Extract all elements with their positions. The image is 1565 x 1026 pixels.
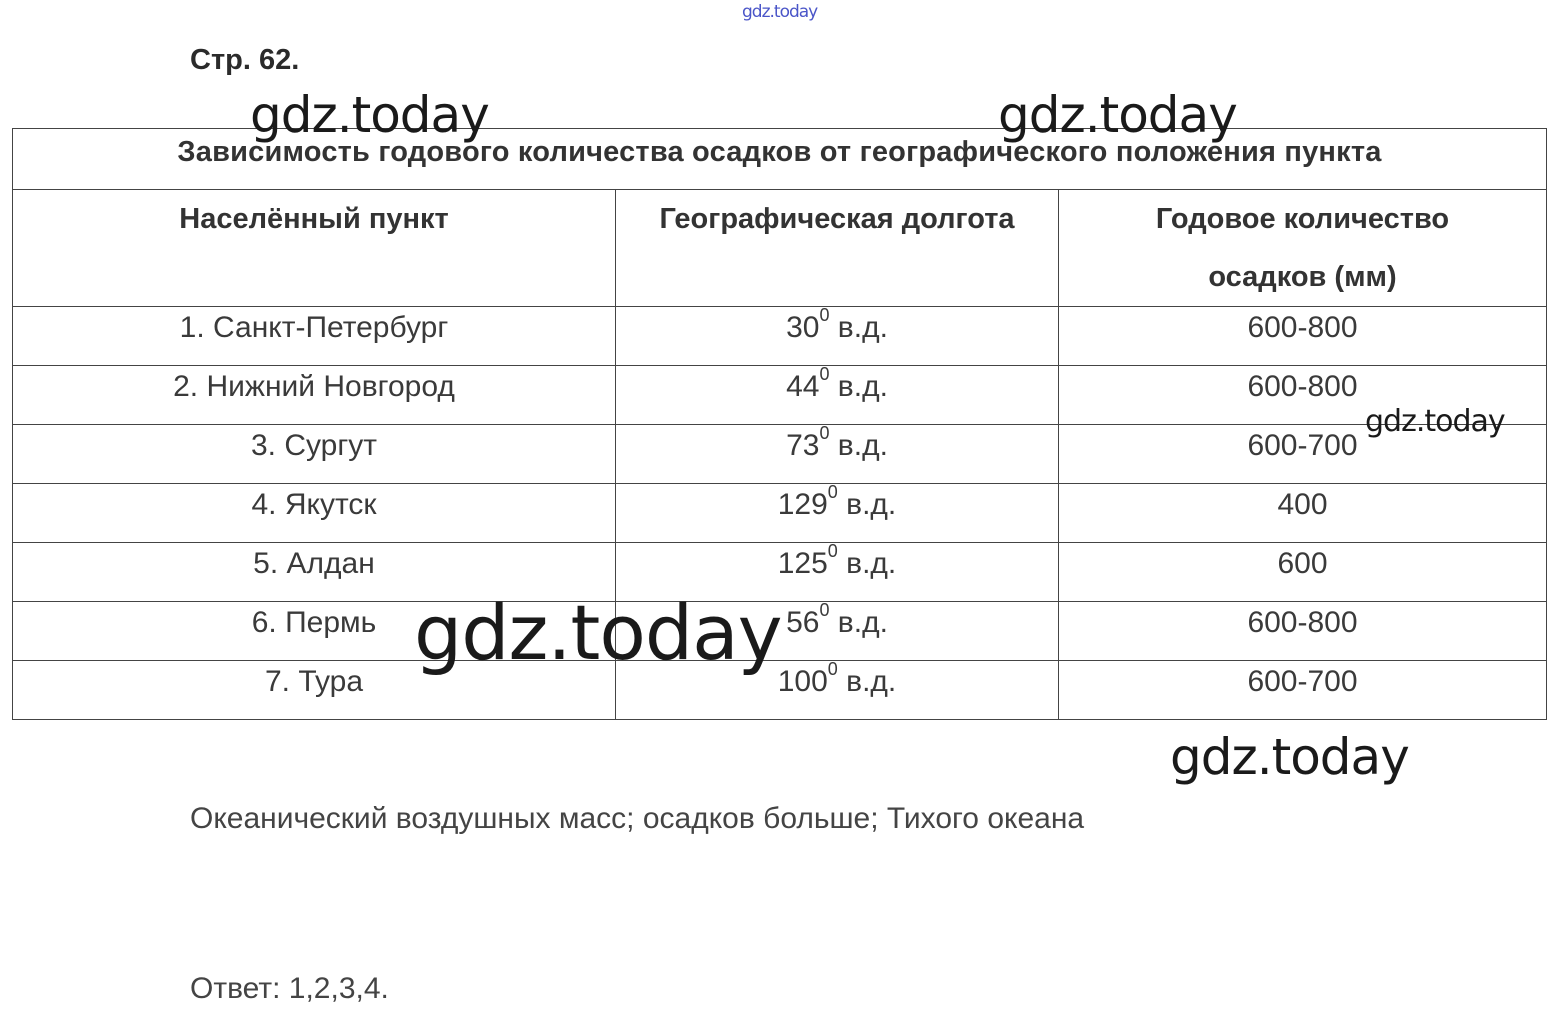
cell-precipitation: 600-800 [1059, 602, 1547, 661]
degree-mark: 0 [827, 659, 838, 679]
longitude-value: 100 [777, 665, 828, 698]
degree-mark: 0 [819, 600, 830, 620]
cell-city: 5. Алдан [13, 543, 616, 602]
cell-longitude [616, 307, 1059, 366]
longitude-value: 30 [786, 311, 820, 344]
cell-precipitation: 600-800 [1059, 366, 1547, 425]
header-precipitation-line2: осадков (мм) [1208, 261, 1397, 293]
degree-mark: 0 [819, 305, 830, 325]
longitude-suffix: в.д. [837, 547, 897, 580]
cell-precipitation: 400 [1059, 484, 1547, 543]
degree-mark: 0 [819, 364, 830, 384]
table-caption-row [13, 129, 1547, 190]
cell-precipitation: 600-800 [1059, 307, 1547, 366]
longitude-suffix: в.д. [829, 370, 888, 403]
table-row [13, 307, 1547, 366]
longitude-value: 129 [777, 488, 828, 521]
cell-city: 4. Якутск [13, 484, 616, 543]
watermark-a: gdz.today [250, 86, 489, 144]
table-caption: Зависимость годового количества осадков от географического положения пункта [13, 129, 1547, 190]
degree-mark: 0 [827, 541, 838, 561]
cell-city: 1. Санкт-Петербург [13, 307, 616, 366]
longitude-value: 56 [786, 606, 820, 639]
cell-city: 6. Пермь [13, 602, 616, 661]
watermark-c: gdz.today [1365, 404, 1505, 439]
table-row [13, 484, 1547, 543]
final-answer: Ответ: 1,2,3,4. [190, 972, 389, 1005]
cell-longitude [616, 425, 1059, 484]
longitude-suffix: в.д. [829, 311, 888, 344]
longitude-value: 44 [786, 370, 820, 403]
cell-longitude [616, 366, 1059, 425]
table-row [13, 425, 1547, 484]
longitude-value: 73 [786, 429, 820, 462]
watermark-top: gdz.today [742, 2, 818, 22]
cell-city: 7. Тура [13, 661, 616, 720]
longitude-suffix: в.д. [837, 665, 897, 698]
degree-mark: 0 [819, 423, 830, 443]
watermark-b: gdz.today [998, 86, 1237, 144]
fill-in-answer-text: Океанический воздушных масс; осадков больше; Тихого океана [190, 802, 1085, 835]
longitude-suffix: в.д. [837, 488, 897, 521]
watermark-e: gdz.today [1170, 728, 1409, 786]
table-header-row [13, 190, 1547, 307]
watermark-d: gdz.today [414, 588, 782, 677]
cell-precipitation: 600-700 [1059, 425, 1547, 484]
page-title: Стр. 62. [190, 44, 300, 76]
cell-city: 3. Сургут [13, 425, 616, 484]
longitude-suffix: в.д. [829, 606, 888, 639]
header-city: Населённый пункт [13, 190, 616, 307]
header-longitude: Географическая долгота [616, 190, 1059, 307]
cell-precipitation: 600 [1059, 543, 1547, 602]
longitude-value: 125 [777, 547, 828, 580]
cell-longitude [616, 484, 1059, 543]
header-precipitation-line1: Годовое количество [1155, 203, 1450, 235]
header-precipitation [1059, 190, 1547, 307]
longitude-suffix: в.д. [829, 429, 888, 462]
degree-mark: 0 [827, 482, 838, 502]
cell-precipitation: 600-700 [1059, 661, 1547, 720]
table-row [13, 366, 1547, 425]
cell-city: 2. Нижний Новгород [13, 366, 616, 425]
